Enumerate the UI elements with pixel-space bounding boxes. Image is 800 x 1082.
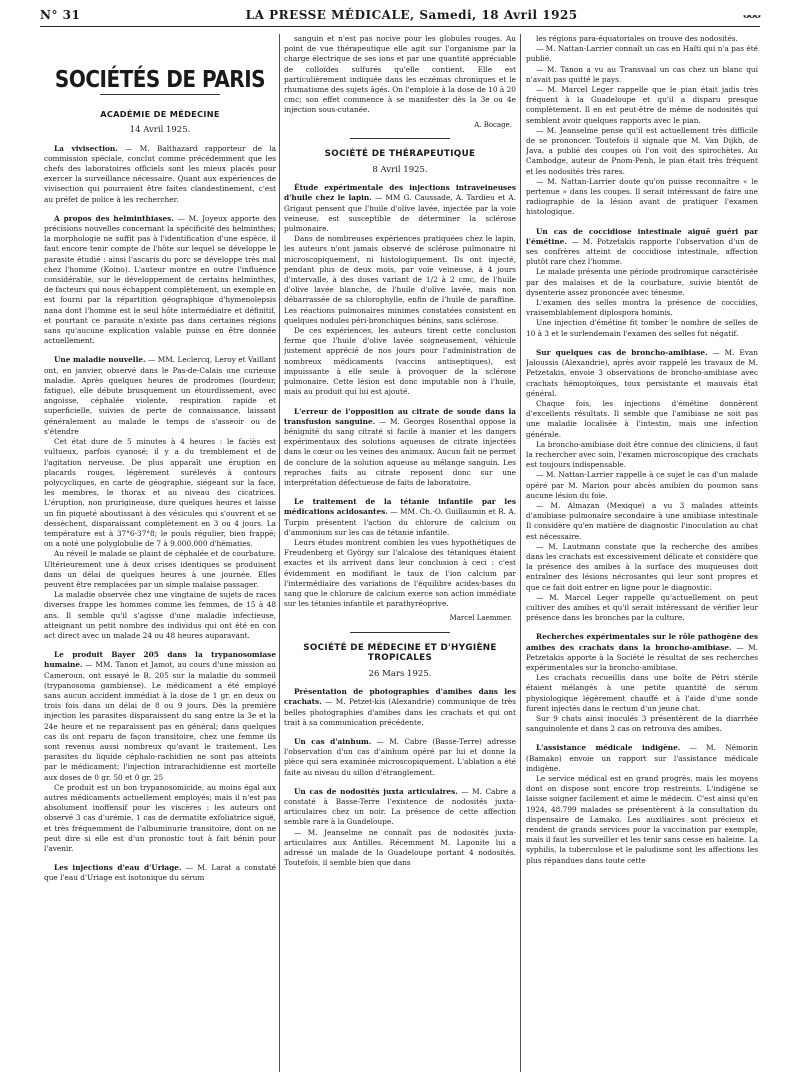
institution-heading: ACADÉMIE DE MÉDECINE [100,109,220,120]
article-paragraph: Les injections d'eau d'Uriage. — M. Larat a constaté que l'eau d'Uriage est isotonique du sérum [44,863,276,883]
article-paragraph: L'erreur de l'opposition au citrate de soude dans la transfusion sanguine. — M. Georges Rosenthal oppose la bénignité du sang citraté si facile à manier et les dangers expérimentaux des solutions aqueuses de citrate injectées dans le cœur ou les veines des animaux. Aucun fait ne permet de conclure de la solution aqueuse au mélange sanguin. Les reproches faits au citrate reposent donc sur une interprétation défectueuse de faits de laboratoire. [284,406,516,487]
article-paragraph: A propos des helminthiases. — M. Joyeux apporte des précisions nouvelles concernant la spécificité des helminthes; la morphologie ne suffit pas à l'identification d'une espèce, il faut encore tenir compte de l'hôte sur lequel se développe le parasite étudié : ainsi l'ascaris du porc se développe très mal chez l'homme (Koino). L'auteur montre en outre l'influence considérable, sur le développement de certains helminthes, de facteurs qui nous échappent complètement, un exemple en est fourni par la répartition géographique d'hymenolepsis nana dont l'homme est le seul hôte intermédiaire et définitif, et pourtant ce parasite n'existe pas dans certaines régions sans qu'aucune explication valable puisse en être donnée actuellement. [44,213,276,346]
article-paragraph: — M. Jeanselme pense qu'il est actuellement très difficile de se prononcer. Toutefois il signale que M. Van Dijkh, de Java, a publié des coupes où l'on voit des spirochètes. Au Cambodge, auteur de Pnom-Penh, le pian était très fréquent et les nodosités très rares. [526,125,758,176]
signature: A. Bocage. [474,120,512,129]
article-paragraph: Dans de nombreuses expériences pratiquées chez le lapin, les auteurs n'ont jamais observé de sclérose pulmonaire ni microscopiquement, ni histologiquement. Ils ont injecté, pendant plus de deux mois, par voie veineuse, à 4 jours d'intervalle, à des doses variant de 1/2 à 2 cmc, de l'huile d'olive lavée blanche, de l'huile d'olive lavée, mais non débarrassée de sa chlorophylle, enfin de l'huile de paraffine. Les réactions pulmonaires minimes constatées consistent en quelques nodules péri-bronchiques bénins, sans sclérose. [284,234,516,325]
article-paragraph: — M. Nattan-Larrier connaît un cas en Haïti qui n'a pas été publié. [526,44,758,64]
page-header [40,6,760,24]
society-heading: SOCIÉTÉ DE MÉDECINE ET D'HYGIÈNE TROPICALES [303,642,497,663]
session-date: 8 Avril 1925. [372,165,428,176]
page-number: N° 31 [40,8,81,22]
article-paragraph: — M. Marcel Leger rappelle qu'actuellement on peut cultiver des amibes et qu'il serait intéressant de vérifier leur présence dans les bronches par la culture. [526,592,758,623]
article-paragraph: L'examen des selles montra la présence de coccidies, vraisemblablement diplospora hominis. [526,298,758,318]
article-paragraph: Étude expérimentale des injections intraveineuses d'huile chez le lapin. — MM G. Caussade, A. Tardieu et A. Grigaut pensent que l'huile d'olive lavée, injectée par la voie veineuse, est susceptible de déterminer la sclérose pulmonaire. [284,183,516,234]
society-heading: SOCIÉTÉ DE THÉRAPEUTIQUE [324,148,476,159]
column-1 [44,34,276,1074]
article-paragraph: Une injection d'émétine fit tomber le nombre de selles de 10 à 3 et le surlendemain l'examen des selles fut négatif. [526,318,758,338]
column-divider [520,34,521,1072]
article-paragraph: Une maladie nouvelle. — MM. Leclercq, Leroy et Vaillant ont, en janvier, observé dans le Pas-de-Calais une curieuse maladie. Après quelques heures de prodromes (lourdeur, fatigue), elle débute brusquement un étourdissement, avec angoisse, céphalée violente, respiration rapide et superficielle, suivies de perte de connaissance, laissant généralement au malade le temps de s'asseoir ou de s'étendre [44,355,276,436]
article-paragraph: Recherches expérimentales sur le rôle pathogène des amibes des crachats dans la broncho-amibiase. — M. Petzetakis apporte à la Société le résultat de ses recherches expérimentales sur la broncho-amibiase. [526,632,758,672]
article-title: Recherches expérimentales sur le rôle pathogène des amibes des crachats dans la broncho-amibiase. [526,632,758,652]
article-title: Un cas d'ainhum. [294,736,372,746]
article-paragraph: Sur quelques cas de broncho-amibiase. — M. Evan Jaloussis (Alexandrie), après avoir rappelé les travaux de M. Petzetakis, envoie 3 observations de broncho-amibiase avec crachats hémoptoïques, toux persistante et mauvais état général. [526,347,758,398]
article-paragraph: La maladie observée chez une vingtaine de sujets de races diverses frappe les hommes comme les femmes, de 15 à 48 ans. Il semble qu'il s'agisse d'une maladie infectieuse, atteignant un petit nombre des individus qui ont été en con act direct avec un malade 24 ou 48 heures auparavant. [44,590,276,640]
article-paragraph: — M. Nattan-Larrier rappelle à ce sujet le cas d'un malade opéré par M. Marion pour abcès amibien du poumon sans aucune lésion du foie. [526,470,758,500]
column-divider [279,34,280,1072]
article-paragraph: La vivisection. — M. Balthazard rapporteur de la commission spéciale, conclut comme précédemment que les chefs des laboratoires officiels sont les mieux placés pour exercer la surveillance nécessaire. Quant aux expériences de vivisection qui pourraient être faites clandestinement, c'est au préfet de police à les rechercher. [44,143,276,204]
article-paragraph: Le malade présenta une période prodromique caractérisée par des malaises et de la courbature, suivie bientôt de dysenterie assez prononcée avec ténesme. [526,267,758,297]
article-title: Le produit Bayer 205 dans la trypanosomiase humaine. [44,650,276,670]
article-paragraph: — M. Tanon a vu au Transvaal un cas chez un blanc qui n'avait pas quitté le pays. [526,64,758,84]
article-paragraph: De ces expériences, les auteurs tirent cette conclusion ferme que l'huile d'olive lavée soigneusement, véhicule justement apprécié de nos jours pour l'administration de nombreux médicaments (vaccins antiseptiques), est impuissante à elle seule à provoquer de la sclérose pulmonaire. Cette lésion est donc imputable non à l'huile, mais au produit qui lui est ajouté. [284,326,516,397]
article-paragraph: Présentation de photographies d'amibes dans les crachats. — M. Petzet-kis (Alexandrie) communique de très belles photographies d'amibes dans les crachats et qui ont trait à sa communication précédente. [284,687,516,727]
article-paragraph: Au réveil le malade se plaint de céphalée et de courbature. Ultérieurement une à deux crises identiques se produisent dans un délai de quelques heures à une journée. Elles peuvent être remplacées par un simple malaise passager. [44,549,276,589]
article-paragraph: — M. Marcel Leger rappelle que le pian était jadis très fréquent à la Guadeloupe et qu'il a disparu presque complètement. Il en est peut-être de même de nodosités qui semblent avoir quelques rapports avec le pian. [526,85,758,125]
article-paragraph: Leurs études montrent combien les vues hypothétiques de Freudenberg et György sur l'alcalose des tétaniques étaient exactes et ils arrivent dans leur conclusion à ceci : c'est évidemment en modifiant le taux de l'ion calcium par l'intermédiaire des variations de l'équilibre acides-bases du sang que le chlorure de calcium exerce son action immédiate sur les tétanies infantile et parathyréoprive. [284,537,516,609]
article-paragraph: Le produit Bayer 205 dans la trypanosomiase humaine. — MM. Tanon et Jamot, au cours d'une mission au Cameroun, ont essayé le B. 205 sur la maladie du sommeil (trypanosoma gambiense). Le médicament a été employé sans aucun accident immédiat à la dose de 1 gr. en deux ou trois fois dans un délai de 8 ou 9 jours. Dès la première injection les parasites disparaissent du sang entre la 3e et la 24e heure et ne reparaissent pas en général; dans quelques cas ils ont reparu de façon transitoire, chez une femme ils sont revenus aussi nombreux qu'avant le traitement. Les parasites du liquide céphalo-rachidien ne sont pas atteints par le médicament; l'injection intrarachidienne est mortelle aux doses de 0 gr. 50 et 0 gr. 25 [44,650,276,782]
article-paragraph: Le service médical est en grand progrès, mais les moyens dont on dispose sont encore trop restreints. L'indigène se laisse soigner facilement et aime le médecin. C'est ainsi qu'en 1924, 48.799 malades se présentèrent à la consultation du dispensaire de Lamako. Les auxiliaires sont précieux et rendent de grands services pour la vaccination par exemple, mais il faut les surveiller et les tenir sans cesse en haleine. La syphilis, la tuberculose et le paludisme sont les affections les plus répandues dans toute cette [526,774,758,865]
article-paragraph: Chaque fois, les injections d'émétine donnèrent d'excellents résultats. Il semble que l'amibiase ne soit pas une maladie localisée à l'intestin, mais une infection générale. [526,398,758,439]
article-paragraph: Cet état dure de 5 minutes à 4 heures : le faciès est vultueux, parfois cyanosé; il y a du tremblement et de l'agitation nerveuse. De plus apparaît une éruption en placards rouges, légèrement surélevés à contours polycycliques, en carte de géographie, siégeant sur la face, les membres, le thorax et au niveau des cicatrices. L'éruption, non prurigineuse, dure quelques heures et laisse un fin piqueté aboutissant à des vésicules qui s'ouvrent et se dessèchent, disparaissant complètement en 3 ou 4 jours. La température est à 37°6-37°8; le pouls régulier, bien frappé; on a noté une polyglobulie de 7 à 9.000.000 d'hématies. [44,437,276,549]
article-paragraph: Sur 9 chats ainsi inoculés 3 présentèrent de la diarrhée sanguinolente et dans 2 cas on retrouva des amibes. [526,714,758,734]
article-title: L'assistance médicale indigène. [536,743,681,753]
article-title: L'erreur de l'opposition au citrate de soude dans la transfusion sanguine. [284,406,516,426]
article-title: Les injections d'eau d'Uriage. [54,863,182,873]
article-paragraph: — M. Lautmann constate que la recherche des amibes dans les crachats est excessivement délicate et considère que la présence des amibes à la surface des muqueuses doit entraîner des lésions nécrosantes qui leur sont propres et que ce fait doit entrer en ligne pour le diagnostic. [526,541,758,592]
article-paragraph: — M. Jeanselme ne connaît pas de nodosités juxta-articulaires aux Antilles. Récemment M. Laponite lui a adressé un malade de la Guadeloupe portant 4 nodosités. Toutefois, il semble bien que dans [284,827,516,868]
article-paragraph: Ce produit est un bon trypanosomicide, au moins égal aux autres médicaments actuellement employés; mais il n'est pas absolument inoffensif pour les viscères : les auteurs ont observé 3 cas d'urémie, 1 cas de dermatite exfoliatrice siguë, et très fréquemment de l'albuminurie transitoire, dont on ne peut dire si elle est d'un pronostic tout à fait bénin pour l'avenir. [44,782,276,854]
article-paragraph: les régions para-équatoriales on trouve des nodosités. [536,34,738,43]
article-title: Un cas de nodosités juxta articulaires. [294,786,458,796]
section-rule [350,632,450,633]
article-paragraph: sanguin et n'est pas nocive pour les globules rouges. Au point de vue thérapeutique elle agit sur l'organisme par la charge électrique de ses ions et par une quantité appréciable de colloïdes sulfurés qu'elle contient. Elle est particulièrement indiquée dans les eczémas chroniques et le rhumatisme des sujets âgés. On l'emploie à la dose de 10 à 20 cmc; son effet commence à se manifester dès la 3e ou 4e injection sous-cutanée. [284,34,516,115]
session-date: 14 Avril 1925. [129,125,191,136]
section-rule [350,138,450,139]
article-title: Un cas de coccidiose intestinale aiguë guéri par l'émétine. [526,226,758,246]
article-paragraph: — M. Nattan-Larrier doute qu'on puisse reconnaître « le pertenue » dans les coupes. Il serait intéressant de faire une radiographie de la lésion avant de pratiquer l'examen histologique. [526,176,758,217]
article-title: Le traitement de la tétanie infantile par les médications acidosantes. [284,497,516,517]
article-paragraph: Un cas de coccidiose intestinale aiguë guéri par l'émétine. — M. Potzetakis rapporte l'observation d'un de ses confrères atteint de coccidiose intestinale, affection plutôt rare chez l'homme. [526,226,758,267]
section-banner-title: SOCIÉTÉS DE PARIS [54,65,266,93]
header-rule [40,26,760,27]
article-paragraph: Les crachats recueillis dans une boîte de Pétri stérile étaient mélangés à une petite quantité de sérum physiologique légèrement chauffé et à l'aide d'une sonde furent injectés dans le rectum d'un jeune chat. [526,673,758,713]
column-3 [526,34,758,1074]
article-title: Une maladie nouvelle. [54,355,146,365]
title-rule [100,94,220,95]
article-paragraph: La broncho-amibiase doit être connue des cliniciens, il faut la rechercher avec soin, l'examen microscopique des crachats est toujours indispensable. [526,439,758,470]
article-paragraph: Un cas d'ainhum. — M. Cabre (Basse-Terre) adresse l'observation d'un cas d'ainhum opéré par lui et donne la pièce qui sera examinée microscopiquement. L'ablation a été faite au niveau du sillon d'étranglement. [284,736,516,777]
article-title: Étude expérimentale des injections intraveineuses d'huile chez le lapin. [284,183,516,203]
article-paragraph: — M. Almazan (Mexique) a vu 3 malades atteints d'amibiase pulmonaire secondaire à une amibiase intestinale Il considère qu'en matière de diagnostic l'inoculation au chat est nécessaire. [526,500,758,541]
article-paragraph: Un cas de nodosités juxta articulaires. — M. Cabre a constaté à Basse-Terre l'existence de nodosités juxta-articulaires chez un noir. La présence de cette affection semble rare à la Guadeloupe. [284,786,516,827]
article-title: La vivisection. [54,143,118,153]
journal-title: LA PRESSE MÉDICALE, Samedi, 18 Avril 1925 [245,8,578,22]
signature: Marcel Laemmer. [449,614,512,623]
article-title: Sur quelques cas de broncho-amibiase. [536,347,708,357]
article-title: A propos des helminthiases. [54,213,174,223]
article-title: Présentation de photographies d'amibes dans les crachats. [284,687,516,707]
header-ornament: ᴗᴗᴗ [742,9,760,21]
article-paragraph: Le traitement de la tétanie infantile par les médications acidosantes. — MM. Ch.-O. Guillaumin et R. A. Turpin présentent l'action du chlorure de calcium ou d'ammonium sur les cas de tétanie infantile. [284,497,516,537]
column-2 [284,34,516,1074]
article-paragraph: L'assistance médicale indigène. — M. Némorin (Bamako) envoie un rapport sur l'assistance médicale indigène. [526,743,758,773]
session-date: 26 Mars 1925. [368,668,432,679]
